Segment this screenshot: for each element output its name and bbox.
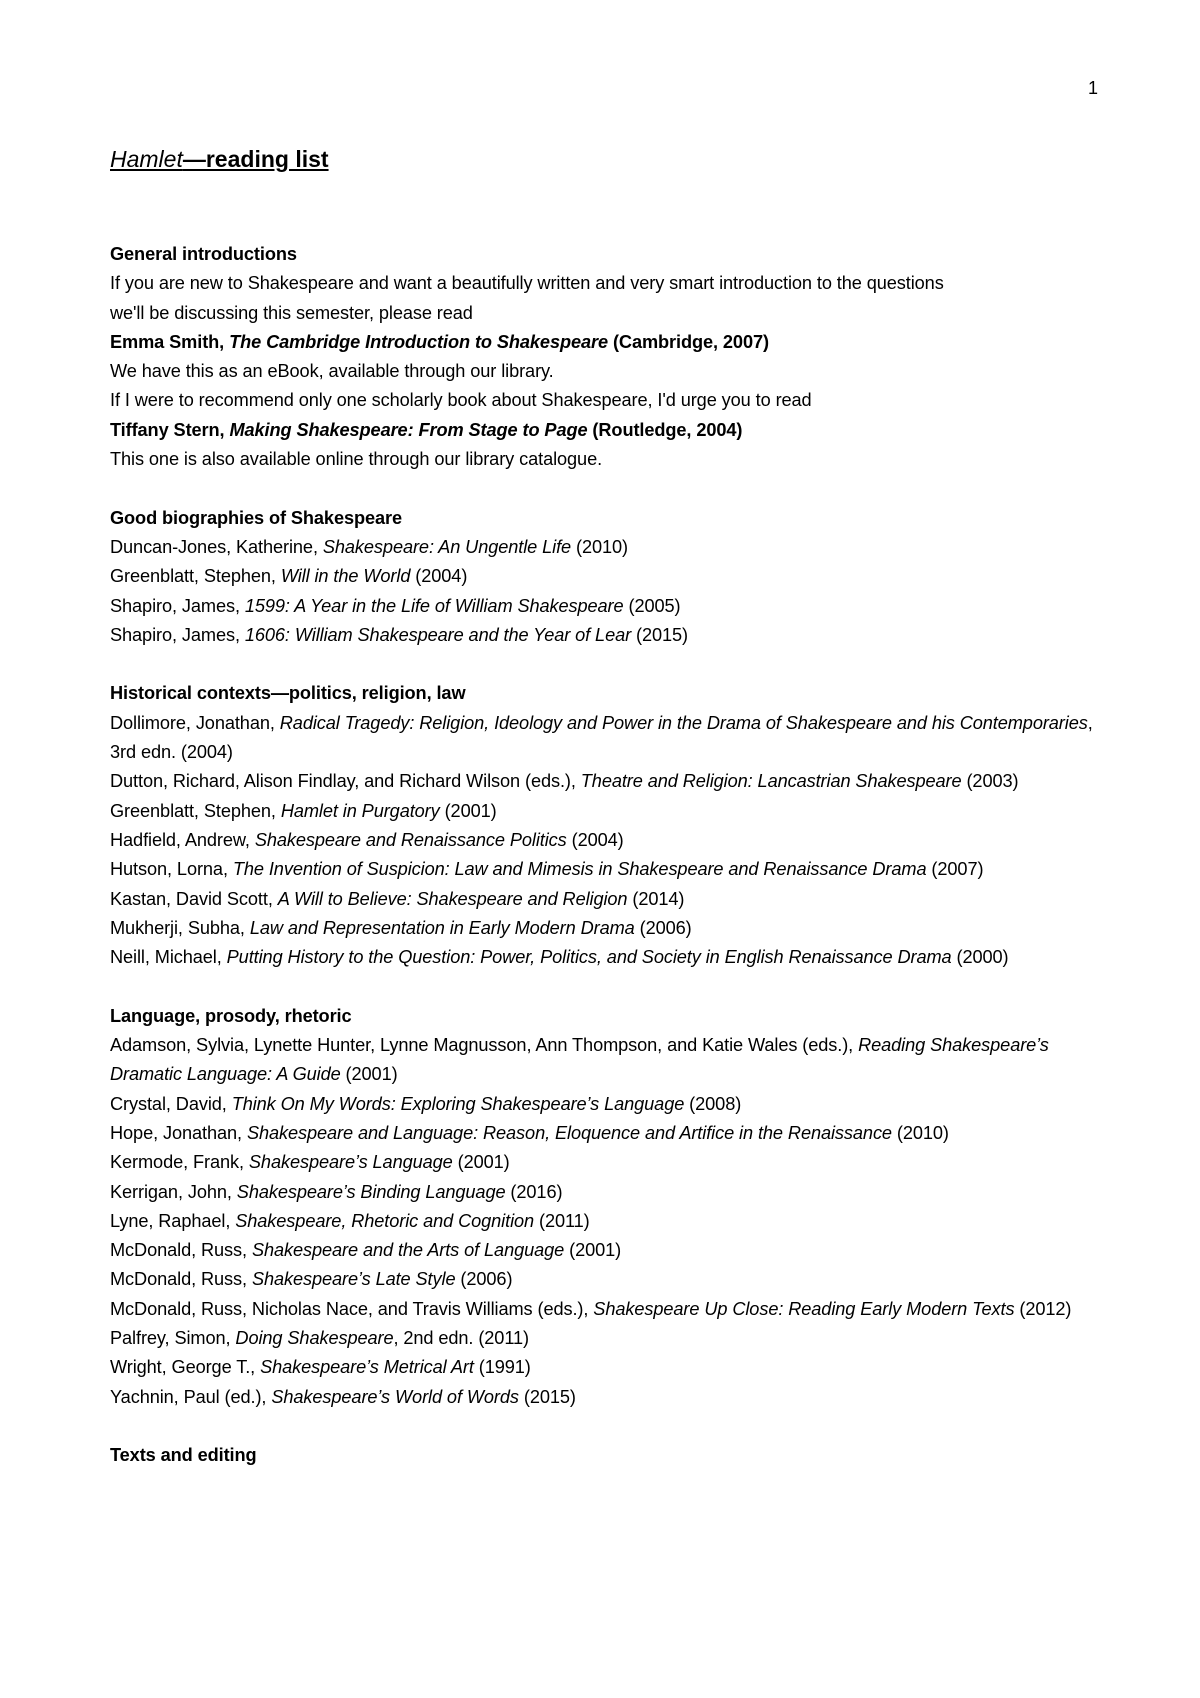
list-item (110, 1178, 1100, 1207)
section-heading-language: Language, prosody, rhetoric (110, 1005, 352, 1026)
entry-title: Shakespeare and the Arts of Language (251, 1240, 565, 1261)
list-item (110, 1207, 1100, 1236)
entry-title: Will in the World (280, 566, 411, 587)
entry-author: McDonald, Russ, (110, 1240, 252, 1261)
list-item (110, 621, 1100, 650)
spacer (110, 972, 1100, 1001)
entry-details: (2001) (439, 800, 497, 821)
section-heading-texts: Texts and editing (110, 1445, 257, 1466)
entry-details: (2014) (627, 888, 685, 909)
entry-details: (2011) (534, 1210, 590, 1231)
list-item (110, 1236, 1100, 1265)
entry-author: Duncan-Jones, Katherine, (110, 536, 323, 557)
entry-author: Mukherji, Subha, (110, 917, 250, 938)
list-item (110, 1383, 1100, 1412)
entry-title: Shakespeare’s World of Words (271, 1386, 519, 1407)
entry-title: Hamlet in Purgatory (280, 800, 440, 821)
list-item (110, 1031, 1100, 1090)
book-publication: (Routledge, 2004) (587, 419, 743, 440)
book-title: The Cambridge Introduction to Shakespeare (229, 331, 608, 352)
entry-details: (2010) (571, 536, 628, 557)
entry-details: (2015) (518, 1386, 576, 1407)
entry-author: Kerrigan, John, (110, 1181, 237, 1202)
list-item (110, 709, 1100, 768)
entry-title: Shakespeare: An Ungentle Life (322, 536, 572, 557)
entry-details: (2006) (455, 1269, 513, 1290)
entry-details: , 2nd edn. (2011) (393, 1327, 529, 1348)
entry-author: McDonald, Russ, (110, 1269, 252, 1290)
entry-title: Reading Shakespeare’s Dramatic Language: A Guide (110, 1035, 1049, 1085)
entry-author: Hutson, Lorna, (110, 859, 233, 880)
page-number: 1 (1088, 78, 1099, 98)
entry-title: Shakespeare’s Binding Language (236, 1181, 506, 1202)
book-author: Emma Smith, (110, 331, 230, 352)
entry-title: Theatre and Religion: Lancastrian Shakespeare (580, 771, 962, 792)
entry-details: (2008) (684, 1093, 742, 1114)
entry-title: Shakespeare, Rhetoric and Cognition (235, 1210, 535, 1231)
list-item (110, 767, 1100, 796)
spacer (110, 1412, 1100, 1441)
title-play-name: Hamlet (110, 146, 183, 172)
list-item (110, 1295, 1100, 1324)
book-publication: (Cambridge, 2007) (608, 331, 769, 352)
list-item (110, 1265, 1100, 1294)
entry-author: Crystal, David, (110, 1093, 232, 1114)
entry-details: , 3rd edn. (2004) (110, 712, 1093, 763)
entry-author: Yachnin, Paul (ed.), (110, 1386, 272, 1407)
entry-author: Greenblatt, Stephen, (110, 800, 281, 821)
general-intro-line-2: we'll be discussing this semester, please read (110, 302, 473, 323)
entry-details: (2001) (340, 1064, 398, 1085)
entry-title: Shakespeare’s Language (248, 1152, 453, 1173)
entry-title: Shakespeare’s Metrical Art (260, 1357, 474, 1378)
entry-title: A Will to Believe: Shakespeare and Religion (277, 888, 628, 909)
entry-title: Putting History to the Question: Power, Politics, and Society in English Renaissance Drama (226, 947, 952, 968)
list-item (110, 885, 1100, 914)
entry-title: 1599: A Year in the Life of William Shakespeare (244, 595, 624, 616)
entry-details: (2003) (961, 771, 1019, 792)
section-heading-historical: Historical contexts—politics, religion, law (110, 683, 466, 704)
entry-details: (2016) (505, 1181, 563, 1202)
general-note-2: If I were to recommend only one scholarly book about Shakespeare, I'd urge you to read (110, 390, 812, 411)
entry-author: Dutton, Richard, Alison Findlay, and Richard Wilson (eds.), (110, 771, 581, 792)
spacer (110, 650, 1100, 679)
list-item (110, 592, 1100, 621)
list-item (110, 797, 1100, 826)
page-title (110, 146, 329, 173)
language-list (110, 1031, 1100, 1412)
entry-author: Kastan, David Scott, (110, 888, 278, 909)
entry-author: Neill, Michael, (110, 947, 227, 968)
book-author: Tiffany Stern, (110, 419, 230, 440)
entry-title: Law and Representation in Early Modern Drama (249, 917, 635, 938)
list-item (110, 914, 1100, 943)
entry-title: Shakespeare and Renaissance Politics (254, 829, 567, 850)
entry-title: Doing Shakespeare (235, 1327, 394, 1348)
entry-author: Palfrey, Simon, (110, 1327, 236, 1348)
entry-details: (2001) (564, 1240, 622, 1261)
section-heading-general: General introductions (110, 244, 297, 264)
list-item (110, 1148, 1100, 1177)
list-item (110, 855, 1100, 884)
entry-author: Wright, George T., (110, 1357, 261, 1378)
list-item (110, 1090, 1100, 1119)
general-note-1: We have this as an eBook, available through our library. (110, 361, 554, 382)
entry-details: (2015) (631, 624, 688, 645)
entry-title: Shakespeare Up Close: Reading Early Modern Texts (593, 1298, 1015, 1319)
entry-details: (2004) (566, 829, 624, 850)
entry-details: (2012) (1014, 1298, 1072, 1319)
entry-title: Radical Tragedy: Religion, Ideology and Power in the Drama of Shakespeare and his Contemporaries (279, 712, 1088, 733)
list-item (110, 533, 1100, 562)
entry-author: Hope, Jonathan, (110, 1122, 247, 1143)
entry-author: Lyne, Raphael, (110, 1210, 236, 1231)
document-body (110, 240, 1100, 1470)
list-item (110, 943, 1100, 972)
book-title: Making Shakespeare: From Stage to Page (229, 419, 588, 440)
title-suffix: —reading list (182, 146, 329, 172)
entry-author: Shapiro, James, (110, 595, 245, 616)
spacer (110, 474, 1100, 503)
entry-details: (2000) (951, 947, 1009, 968)
entry-author: Kermode, Frank, (110, 1152, 249, 1173)
entry-details: (2010) (891, 1122, 949, 1143)
recommended-book-stern (110, 416, 1100, 445)
entry-author: McDonald, Russ, Nicholas Nace, and Travis Williams (eds.), (110, 1298, 594, 1319)
entry-title: Shakespeare and Language: Reason, Eloquence and Artifice in the Renaissance (246, 1122, 892, 1143)
entry-title: 1606: William Shakespeare and the Year of Lear (244, 624, 632, 645)
list-item (110, 562, 1100, 591)
entry-title: The Invention of Suspicion: Law and Mimesis in Shakespeare and Renaissance Drama (232, 859, 927, 880)
list-item (110, 1324, 1100, 1353)
historical-list (110, 709, 1100, 973)
general-intro-line-1: If you are new to Shakespeare and want a beautifully written and very smart introduction to the questions (110, 273, 944, 294)
entry-details: (2005) (623, 595, 681, 616)
entry-title: Shakespeare’s Late Style (251, 1269, 456, 1290)
entry-author: Shapiro, James, (110, 624, 245, 645)
list-item (110, 1353, 1100, 1382)
entry-details: (1991) (473, 1357, 531, 1378)
entry-details: (2006) (634, 917, 692, 938)
general-note-3: This one is also available online through our library catalogue. (110, 449, 603, 470)
entry-author: Adamson, Sylvia, Lynette Hunter, Lynne Magnusson, Ann Thompson, and Katie Wales (eds.), (110, 1035, 859, 1056)
entry-author: Greenblatt, Stephen, (110, 566, 281, 587)
entry-title: Think On My Words: Exploring Shakespeare’s Language (231, 1093, 685, 1114)
entry-details: (2004) (410, 566, 468, 587)
entry-author: Dollimore, Jonathan, (110, 712, 280, 733)
entry-author: Hadfield, Andrew, (110, 829, 255, 850)
entry-details: (2001) (452, 1152, 510, 1173)
list-item (110, 826, 1100, 855)
biographies-list (110, 533, 1100, 650)
section-heading-biographies: Good biographies of Shakespeare (110, 507, 403, 528)
entry-details: (2007) (926, 859, 984, 880)
recommended-book-smith (110, 328, 1100, 357)
list-item (110, 1119, 1100, 1148)
